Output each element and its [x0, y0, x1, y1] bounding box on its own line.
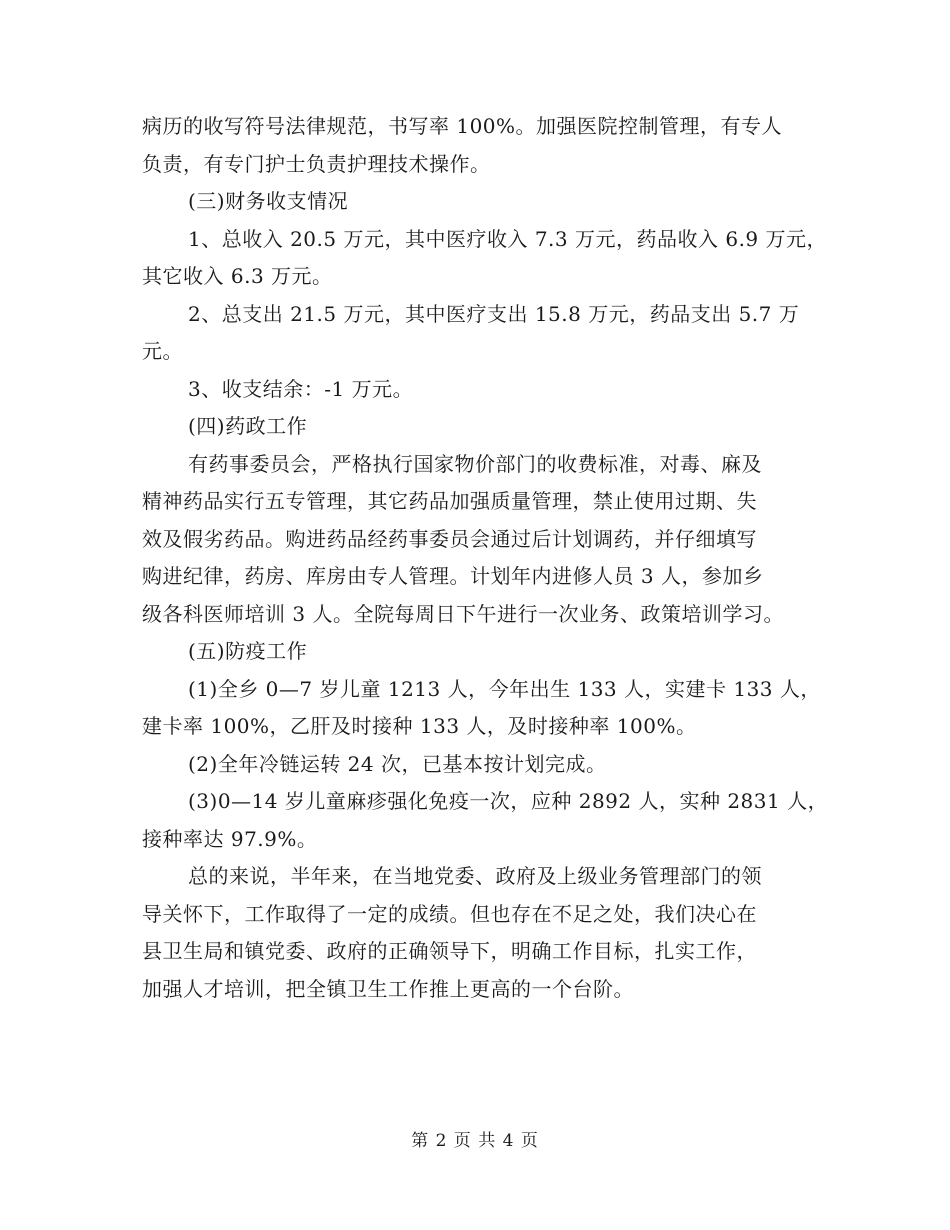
- text-line: (2)全年冷链运转 24 次，已基本按计划完成。: [188, 751, 607, 776]
- page-footer: 第 2 页 共 4 页: [411, 1131, 539, 1151]
- text-line: 精神药品实行五专管理，其它药品加强质量管理，禁止使用过期、失: [142, 489, 757, 513]
- text-line: 其它收入 6.3 万元。: [142, 264, 333, 288]
- text-line: 加强人才培训，把全镇卫生工作推上更高的一个台阶。: [142, 976, 634, 1001]
- text-line: 购进纪律，药房、库房由专人管理。计划年内进修人员 3 人，参加乡: [142, 564, 764, 588]
- text-line: (五)防疫工作: [188, 639, 308, 663]
- text-line: 导关怀下，工作取得了一定的成绩。但也存在不足之处，我们决心在: [142, 901, 757, 926]
- text-line: 总的来说，半年来，在当地党委、政府及上级业务管理部门的领: [188, 864, 762, 888]
- text-line: (三)财务收支情况: [188, 189, 349, 213]
- text-line: 3、收支结余：-1 万元。: [188, 376, 414, 401]
- text-line: 病历的收写符号法律规范，书写率 100%。加强医院控制管理，有专人: [142, 114, 783, 138]
- text-line: 1、总收入 20.5 万元，其中医疗收入 7.3 万元，药品收入 6.9 万元，: [188, 226, 828, 251]
- text-line: 2、总支出 21.5 万元，其中医疗支出 15.8 万元，药品支出 5.7 万: [188, 301, 800, 326]
- text-line: 负责，有专门护士负责护理技术操作。: [142, 151, 491, 176]
- text-line: (3)0—14 岁儿童麻疹强化免疫一次，应种 2892 人，实种 2831 人，: [188, 789, 829, 813]
- document-body: [142, 108, 842, 1008]
- text-line: 有药事委员会，严格执行国家物价部门的收费标准，对毒、麻及: [188, 451, 762, 476]
- text-line: 建卡率 100%，乙肝及时接种 133 人，及时接种率 100%。: [142, 714, 697, 738]
- text-line: (四)药政工作: [188, 414, 308, 438]
- text-line: 接种率达 97.9%。: [142, 826, 318, 851]
- text-line: 级各科医师培训 3 人。全院每周日下午进行一次业务、政策培训学习。: [142, 601, 784, 626]
- text-line: 元。: [142, 339, 183, 363]
- text-line: 效及假劣药品。购进药品经药事委员会通过后计划调药，并仔细填写: [142, 526, 757, 551]
- text-line: 县卫生局和镇党委、政府的正确领导下，明确工作目标，扎实工作，: [142, 939, 757, 963]
- text-line: (1)全乡 0—7 岁儿童 1213 人，今年出生 133 人，实建卡 133 人，: [188, 676, 821, 701]
